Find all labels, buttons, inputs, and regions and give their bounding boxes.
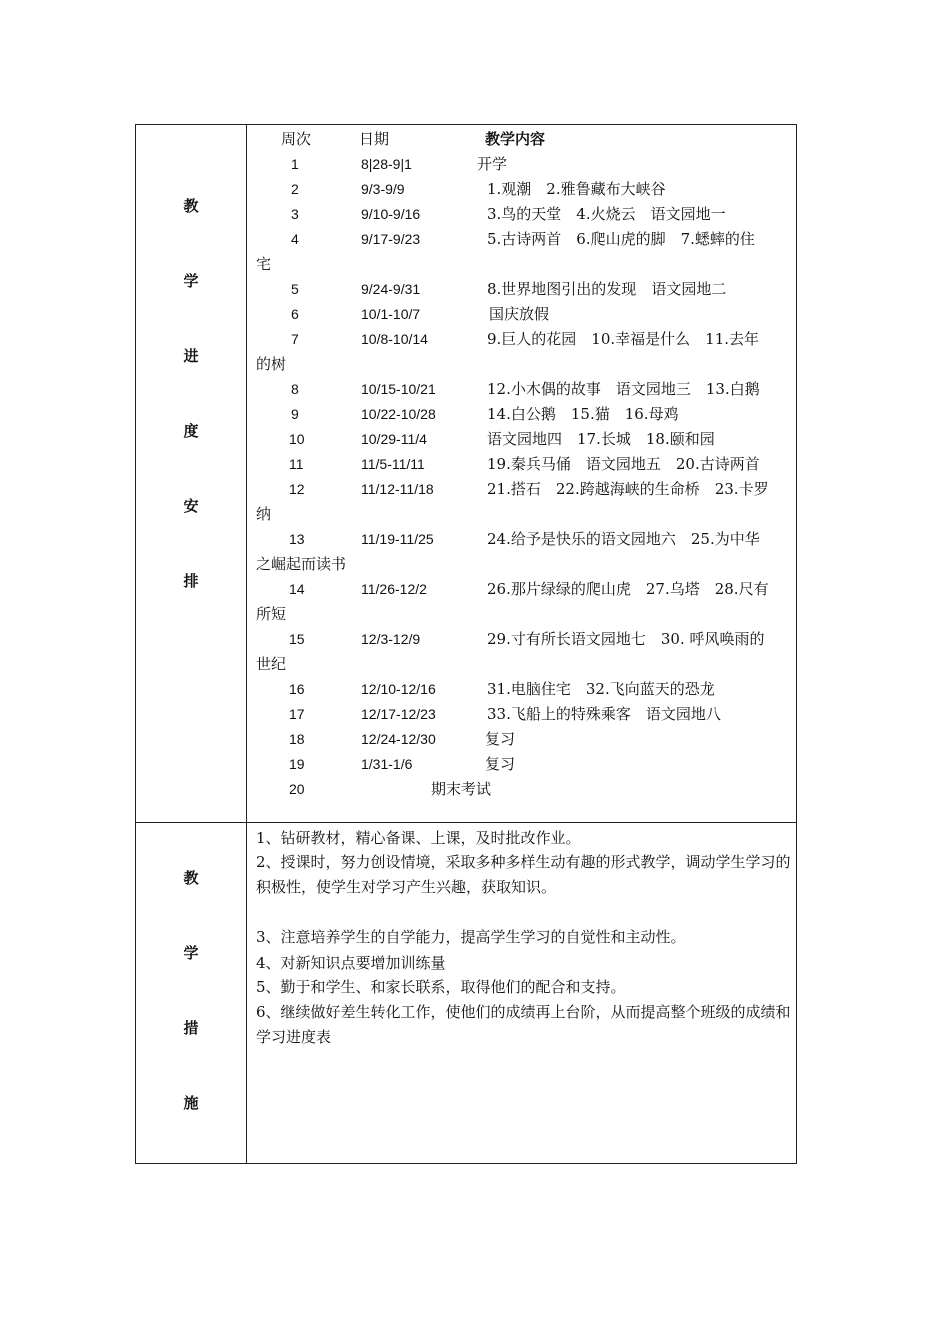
measures-label-char: 教	[183, 869, 199, 887]
date-range: 11/26-12/2	[361, 581, 427, 597]
measures-label-char: 施	[183, 1094, 199, 1112]
lesson-content: 33.飞船上的特殊乘客 语文园地八	[487, 705, 721, 723]
week-number: 1	[291, 156, 299, 172]
week-number: 4	[291, 231, 299, 247]
date-range: 10/29-11/4	[361, 431, 427, 447]
lesson-content: 9.巨人的花园 10.幸福是什么 11.去年	[487, 330, 760, 348]
progress-label-char: 学	[183, 272, 199, 290]
header-week: 周次	[281, 130, 312, 148]
date-range: 11/5-11/11	[361, 456, 425, 472]
progress-label-char: 安	[183, 497, 199, 515]
lesson-content: 1.观潮 2.雅鲁藏布大峡谷	[487, 180, 666, 198]
lesson-content: 12.小木偶的故事 语文园地三 13.白鹅	[487, 380, 760, 398]
date-range: 8|28-9|1	[361, 156, 412, 172]
date-range: 10/22-10/28	[361, 406, 436, 422]
plan-table	[135, 124, 797, 1164]
measures-label-char: 学	[183, 944, 199, 962]
measure-item: 3、注意培养学生的自学能力，提高学生学习的自觉性和主动性。	[256, 928, 686, 946]
week-number: 18	[289, 731, 305, 747]
week-number: 14	[289, 581, 305, 597]
lesson-content: 19.秦兵马俑 语文园地五 20.古诗两首	[487, 455, 760, 473]
week-number: 12	[289, 481, 305, 497]
header-content: 教学内容	[485, 130, 546, 148]
date-range: 10/8-10/14	[361, 331, 428, 347]
week-number: 3	[291, 206, 299, 222]
lesson-content: 语文园地四 17.长城 18.颐和园	[487, 430, 715, 448]
week-number: 7	[291, 331, 299, 347]
lesson-content-continued: 世纪	[256, 655, 287, 673]
week-number: 8	[291, 381, 299, 397]
lesson-content-continued: 纳	[256, 505, 272, 523]
progress-label-char: 进	[183, 347, 199, 365]
date-range: 10/15-10/21	[361, 381, 436, 397]
date-range: 10/1-10/7	[361, 306, 421, 322]
week-number: 17	[289, 706, 305, 722]
date-range: 11/19-11/25	[361, 531, 434, 547]
week-number: 11	[289, 456, 304, 472]
lesson-content: 5.古诗两首 6.爬山虎的脚 7.蟋蟀的住	[487, 230, 755, 248]
date-range: 1/31-1/6	[361, 756, 413, 772]
lesson-content: 26.那片绿绿的爬山虎 27.乌塔 28.尺有	[487, 580, 769, 598]
measure-item: 6、继续做好差生转化工作，使他们的成绩再上台阶，从而提高整个班级的成绩和学习进度表	[256, 1003, 791, 1046]
lesson-content: 29.寸有所长语文园地七 30. 呼风唤雨的	[487, 630, 765, 648]
lesson-content: 14.白公鹅 15.猫 16.母鸡	[487, 405, 679, 423]
measures-cell	[247, 823, 797, 1164]
lesson-content-continued: 所短	[256, 605, 287, 623]
measure-item: 4、对新知识点要增加训练量	[256, 954, 446, 972]
week-number: 16	[289, 681, 305, 697]
lesson-content-continued: 宅	[256, 255, 272, 273]
lesson-content-continued: 的树	[256, 355, 287, 373]
date-range: 12/10-12/16	[361, 681, 436, 697]
measure-item: 1、钻研教材，精心备课、上课，及时批改作业。	[256, 829, 581, 847]
week-number: 5	[291, 281, 299, 297]
progress-label-cell	[136, 125, 247, 823]
date-range: 9/10-9/16	[361, 206, 421, 222]
date-range: 9/24-9/31	[361, 281, 421, 297]
lesson-content: 21.搭石 22.跨越海峡的生命桥 23.卡罗	[487, 480, 769, 498]
lesson-content: 国庆放假	[489, 305, 550, 323]
date-range: 12/17-12/23	[361, 706, 436, 722]
week-number: 19	[289, 756, 305, 772]
lesson-content: 开学	[477, 155, 508, 173]
date-range: 12/3-12/9	[361, 631, 421, 647]
measure-item: 2、授课时，努力创设情境，采取多种多样生动有趣的形式教学，调动学生学习的积极性，使学生对学习产生兴趣，获取知识。	[256, 853, 791, 896]
progress-label-char: 教	[183, 197, 199, 215]
progress-label-char: 排	[183, 572, 199, 590]
week-number: 10	[289, 431, 305, 447]
week-number: 2	[291, 181, 299, 197]
week-number: 13	[289, 531, 305, 547]
lesson-content: 24.给予是快乐的语文园地六 25.为中华	[487, 530, 760, 548]
week-number: 15	[289, 631, 305, 647]
measure-item: 5、勤于和学生、和家长联系，取得他们的配合和支持。	[256, 978, 626, 996]
lesson-content: 期末考试	[431, 780, 492, 798]
measures-label-cell	[136, 823, 247, 1164]
week-number: 6	[291, 306, 299, 322]
lesson-content: 8.世界地图引出的发现 语文园地二	[487, 280, 727, 298]
lesson-content: 31.电脑住宅 32.飞向蓝天的恐龙	[487, 680, 715, 698]
lesson-content-continued: 之崛起而读书	[256, 555, 347, 573]
date-range: 9/17-9/23	[361, 231, 421, 247]
progress-label-char: 度	[183, 422, 199, 440]
header-date: 日期	[359, 130, 390, 148]
date-range: 9/3-9/9	[361, 181, 405, 197]
schedule-cell	[247, 125, 797, 823]
measures-label-char: 措	[183, 1019, 199, 1037]
lesson-content: 3.鸟的天堂 4.火烧云 语文园地一	[487, 205, 726, 223]
date-range: 11/12-11/18	[361, 481, 434, 497]
week-number: 20	[289, 781, 305, 797]
date-range: 12/24-12/30	[361, 731, 436, 747]
lesson-content: 复习	[485, 755, 516, 773]
lesson-content: 复习	[485, 730, 516, 748]
week-number: 9	[291, 406, 299, 422]
